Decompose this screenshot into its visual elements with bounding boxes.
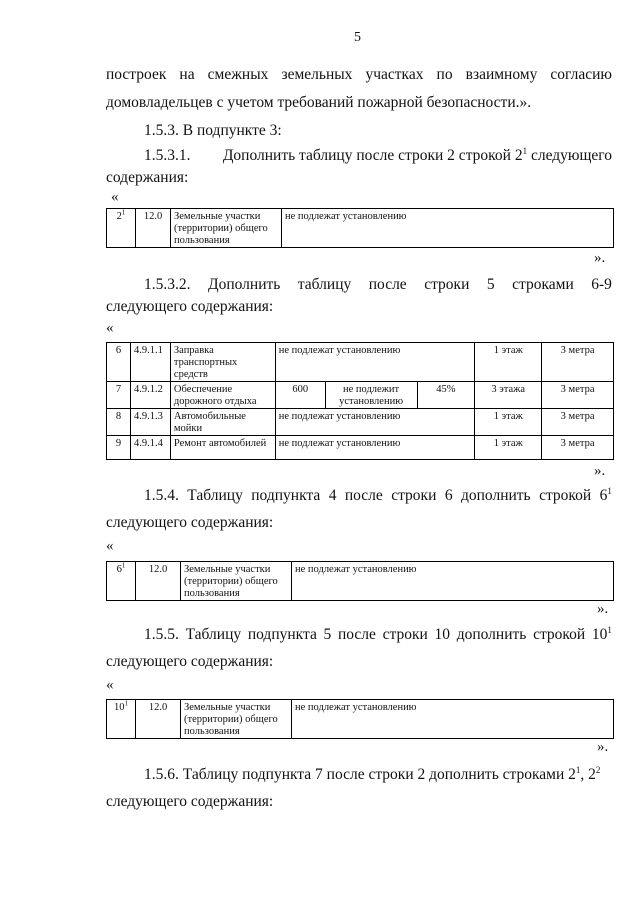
table-row-10-1 <box>106 699 614 739</box>
section-1-5-3-1-line2: содержания: <box>106 169 189 186</box>
table-cell-name: Земельные участки (территории) общего пользования <box>171 209 282 248</box>
table-cell-name: Земельные участки (территории) общего пользования <box>181 562 292 601</box>
section-1-5-3-2-line1: 1.5.3.2. Дополнить таблицу после строки 5 строками 6-9 <box>144 276 612 293</box>
table-rows-6-9 <box>106 342 614 460</box>
section-1-5-4-line1: 1.5.4. Таблицу подпункта 4 после строки 6 дополнить строкой $6^1$ <box>144 485 612 504</box>
table-cell-name: Земельные участки (территории) общего пользования <box>181 700 292 739</box>
table-row: 9 4.9.1.4 Ремонт автомобилей не подлежат установлению 1 этаж 3 метра <box>107 436 614 460</box>
table-cell-num: $6^1$ <box>107 562 136 601</box>
open-quote: « <box>111 189 119 205</box>
close-quote-2: ». <box>594 463 606 479</box>
section-1-5-3: 1.5.3. В подпункте 3: <box>144 122 282 139</box>
close-quote-3: ». <box>597 601 609 617</box>
table-cell-num: $10^1$ <box>107 700 136 739</box>
table-cell-value: не подлежат установлению <box>292 700 614 739</box>
open-quote: « <box>106 320 114 336</box>
close-quote-1: ». <box>594 250 606 266</box>
section-1-5-6-line2: следующего содержания: <box>106 793 274 810</box>
table-cell-code: 12.0 <box>136 562 181 601</box>
table-cell-code: 12.0 <box>136 700 181 739</box>
table-cell-num: $2^1$ <box>107 209 136 248</box>
table-row: 8 4.9.1.3 Автомобильные мойки не подлежат установлению 1 этаж 3 метра <box>107 409 614 436</box>
table-row: 6 4.9.1.1 Заправка транспортных средств не подлежат установлению 1 этаж 3 метра <box>107 343 614 382</box>
open-quote: « <box>106 677 114 693</box>
section-1-5-5-line1: 1.5.5. Таблицу подпункта 5 после строки 10 дополнить строкой $10^1$ <box>144 624 612 643</box>
open-quote: « <box>106 538 114 554</box>
table-row: 7 4.9.1.2 Обеспечение дорожного отдыха 600 не подлежит установлению 45% 3 этажа 3 метра <box>107 382 614 409</box>
para1-line2: домовладельцев с учетом требований пожарной безопасности.». <box>106 94 532 111</box>
section-1-5-4-line2: следующего содержания: <box>106 514 274 531</box>
table-cell-code: 12.0 <box>136 209 171 248</box>
table-cell-value: не подлежат установлению <box>282 209 614 248</box>
page-number: 5 <box>354 30 361 45</box>
table-row-6-1 <box>106 561 614 601</box>
para1-line1: построек на смежных земельных участках по взаимному согласию <box>106 66 612 83</box>
section-1-5-5-line2: следующего содержания: <box>106 653 274 670</box>
close-quote-4: ». <box>597 739 609 755</box>
section-1-5-6-line1: 1.5.6. Таблицу подпункта 7 после строки 2 дополнить строками $2^1$, $2^2$ <box>144 764 601 783</box>
table-row-2-1 <box>106 208 614 248</box>
section-1-5-3-1-line1: 1.5.3.1. Дополнить таблицу после строки 2 строкой $2^1$ следующего <box>144 145 612 164</box>
section-1-5-3-2-line2: следующего содержания: <box>106 298 274 315</box>
table-cell-value: не подлежат установлению <box>292 562 614 601</box>
